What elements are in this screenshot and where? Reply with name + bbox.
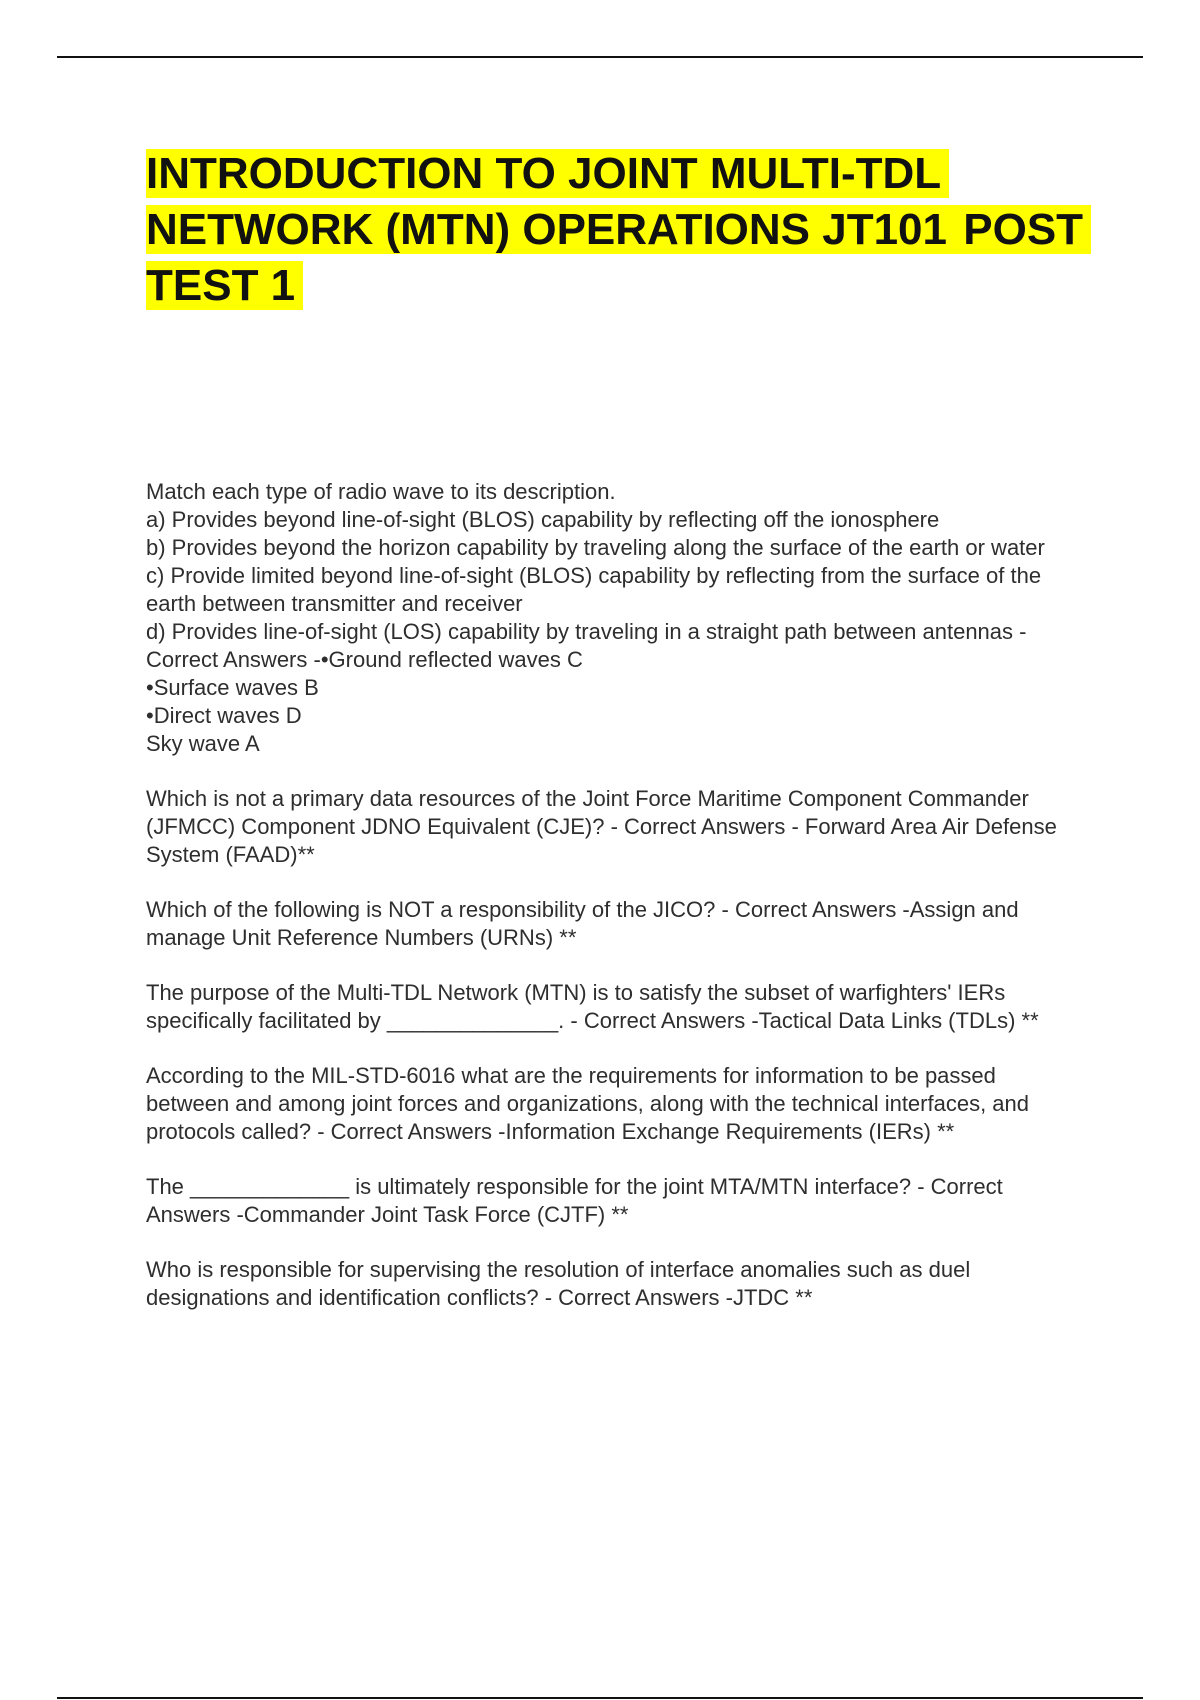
title-line: POST TEST 1 [146,205,1087,310]
question-block [146,1256,1081,1312]
title-highlight [146,149,1091,310]
question-block [146,1173,1081,1229]
question-answer-text: The _____________ is ultimately responsible for the joint MTA/MTN interface? - Correct Answers -Commander Joint Task Force (CJTF) ** [146,1174,1008,1227]
document-body [146,478,1081,1339]
question-answer-text: According to the MIL-STD-6016 what are the requirements for information to be passed between and among joint forces and organizations, along with the technical interfaces, and protocols called? - Correct Answers -Information Exchange Requirements (IERs) ** [146,1063,1036,1144]
option-c: c) Provide limited beyond line-of-sight (BLOS) capability by reflecting from the surface of the earth between transmitter and receiver [146,563,1048,616]
option-a: a) Provides beyond line-of-sight (BLOS) capability by reflecting off the ionosphere [146,507,940,532]
answer-line: •Surface waves B [146,675,319,700]
title-line: INTRODUCTION TO JOINT MULTI-TDL [146,149,945,198]
answer-line: Sky wave A [146,731,260,756]
question-answer-text: Which is not a primary data resources of the Joint Force Maritime Component Commander (JFMCC) Component JDNO Equivalent (CJE)? - Correct Answers - Forward Area Air Defense System (FAAD)** [146,786,1063,867]
question-answer-text: The purpose of the Multi-TDL Network (MTN) is to satisfy the subset of warfighters' IERs specifically facilitated by ______________. - Correct Answers -Tactical Data Links (TDLs) ** [146,980,1039,1033]
option-d-and-answer: d) Provides line-of-sight (LOS) capability by traveling in a straight path between antennas - Correct Answers -•Ground reflected waves C [146,619,1033,672]
question-block [146,785,1081,869]
question-block [146,896,1081,952]
document-title [146,146,1096,314]
question-block [146,478,1081,758]
top-rule [57,56,1143,58]
question-block [146,979,1081,1035]
question-answer-text: Who is responsible for supervising the resolution of interface anomalies such as duel designations and identification conflicts? - Correct Answers -JTDC ** [146,1257,977,1310]
bottom-rule [57,1697,1143,1699]
answer-line: •Direct waves D [146,703,302,728]
question-block [146,1062,1081,1146]
question-text: Match each type of radio wave to its description. [146,479,616,504]
title-line: NETWORK (MTN) OPERATIONS JT101 [146,205,951,254]
option-b: b) Provides beyond the horizon capability by traveling along the surface of the earth or water [146,535,1045,560]
question-answer-text: Which of the following is NOT a responsibility of the JICO? - Correct Answers -Assign and manage Unit Reference Numbers (URNs) ** [146,897,1025,950]
